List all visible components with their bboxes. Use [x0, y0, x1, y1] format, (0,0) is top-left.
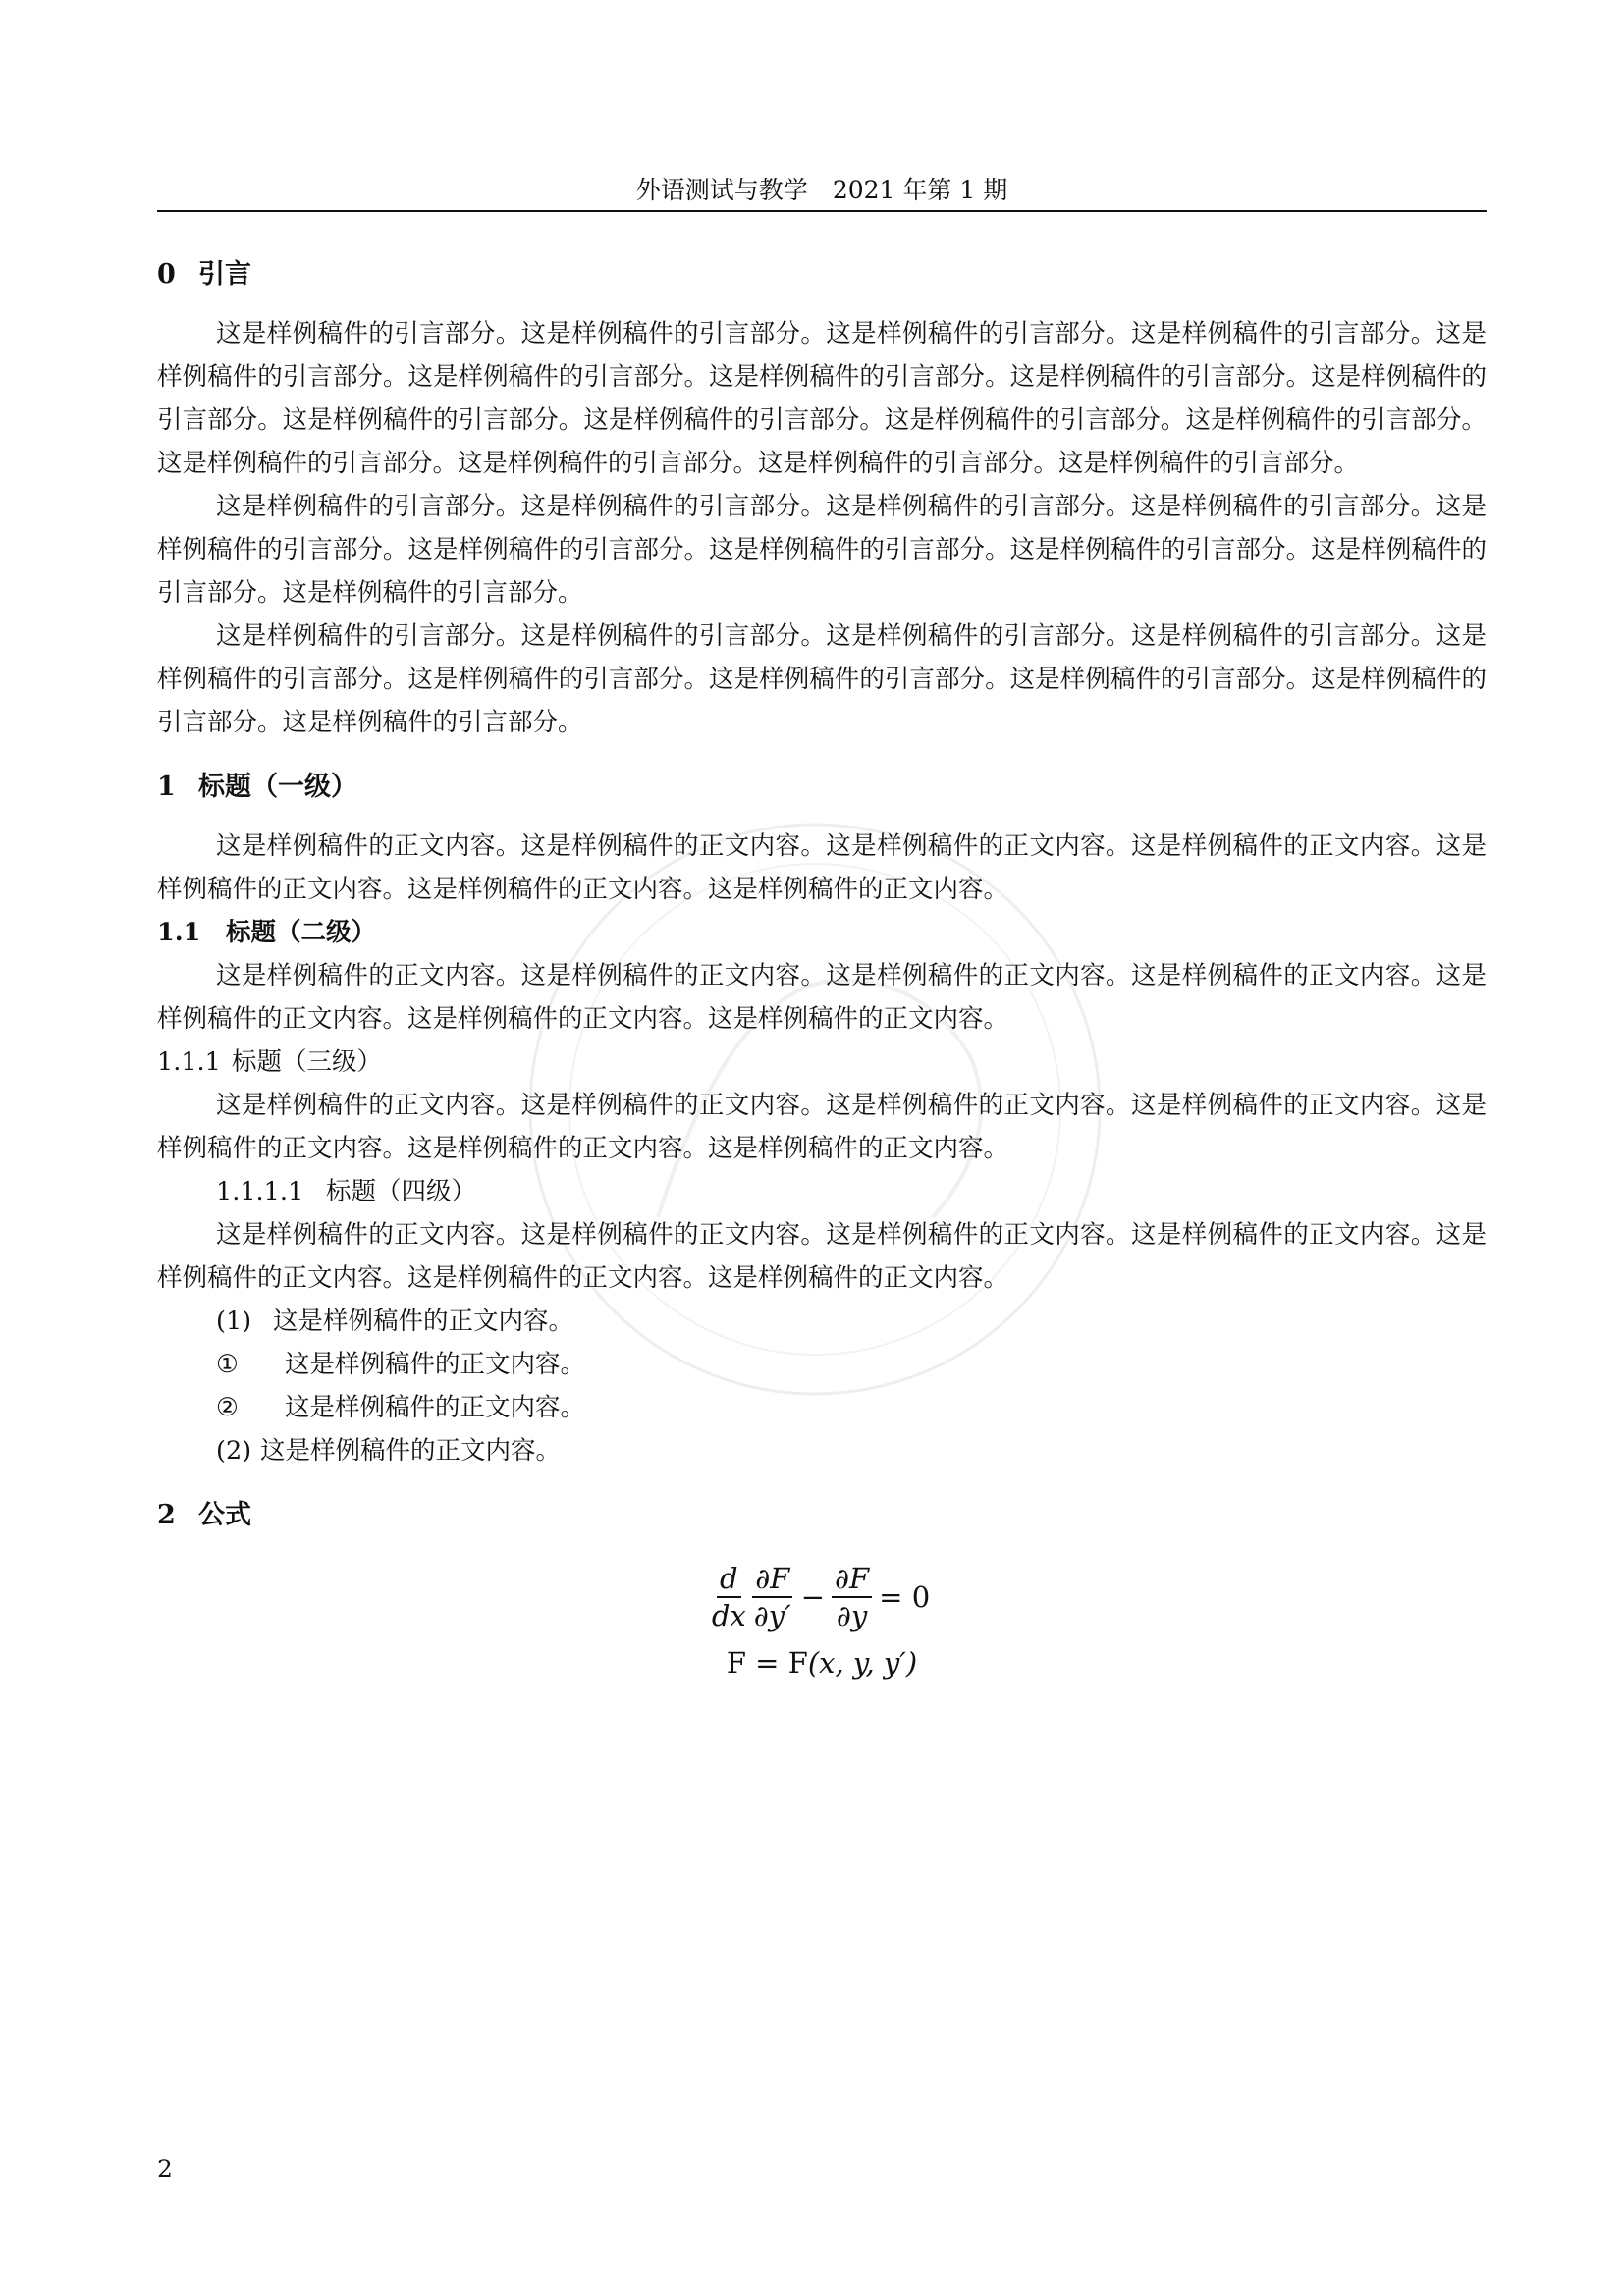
- list-text: 这是样例稿件的正文内容。: [285, 1350, 586, 1379]
- section-title: 标题（三级）: [232, 1047, 383, 1077]
- section-heading-1-1-1-1: [157, 1170, 1487, 1213]
- section-heading-2: [157, 1494, 1487, 1537]
- function-definition-equation: [157, 1643, 1487, 1682]
- list-text: 这是样例稿件的正文内容。: [285, 1393, 586, 1422]
- fraction: [832, 1561, 872, 1633]
- section-title: 公式: [198, 1500, 251, 1530]
- section-number: 1: [157, 772, 176, 802]
- section-number: 1.1.1.1: [216, 1177, 304, 1206]
- list-marker: (2): [216, 1436, 252, 1466]
- intro-paragraph-3: 这是样例稿件的引言部分。这是样例稿件的引言部分。这是样例稿件的引言部分。这是样例稿件的引言部分。这是样例稿件的引言部分。这是样例稿件的引言部分。这是样例稿件的引言部分。这是样例稿件的引言部分。这是样例稿件的引言部分。这是样例稿件的引言部分。: [157, 621, 1487, 737]
- function-name: F: [787, 1646, 808, 1680]
- equals-sign: =: [755, 1646, 780, 1680]
- main-content: [157, 253, 1487, 1682]
- equation-rhs: = 0: [879, 1580, 931, 1614]
- body-paragraph: 这是样例稿件的正文内容。这是样例稿件的正文内容。这是样例稿件的正文内容。这是样例稿件的正文内容。这是样例稿件的正文内容。这是样例稿件的正文内容。这是样例稿件的正文内容。: [157, 831, 1487, 904]
- fraction-denominator: dx: [711, 1599, 746, 1632]
- section-number: 0: [157, 259, 176, 290]
- section-title: 标题（一级）: [198, 772, 357, 802]
- body-paragraph: 这是样例稿件的正文内容。这是样例稿件的正文内容。这是样例稿件的正文内容。这是样例稿件的正文内容。这是样例稿件的正文内容。这是样例稿件的正文内容。这是样例稿件的正文内容。: [157, 1091, 1487, 1163]
- section-heading-1-1-1: [157, 1041, 1487, 1084]
- list-marker: ①: [216, 1350, 239, 1379]
- section-heading-1-1: [157, 911, 1487, 954]
- fraction: [751, 1561, 794, 1633]
- list-item: [157, 1343, 1487, 1386]
- header-rule: [157, 210, 1487, 212]
- page-number: 2: [157, 2155, 173, 2183]
- intro-paragraph-1: 这是样例稿件的引言部分。这是样例稿件的引言部分。这是样例稿件的引言部分。这是样例稿件的引言部分。这是样例稿件的引言部分。这是样例稿件的引言部分。这是样例稿件的引言部分。这是样例稿件的引言部分。这是样例稿件的引言部分。这是样例稿件的引言部分。这是样例稿件的引言部分。这是样例稿件的引言部分。这是样例稿件的引言部分。这是样例稿件的引言部分。这是样例稿件的引言部分。这是样例稿件的引言部分。这是样例稿件的引言部分。: [157, 319, 1487, 478]
- list-item: [157, 1300, 1487, 1343]
- section-number: 1.1: [157, 918, 201, 947]
- list-text: 这是样例稿件的正文内容。: [273, 1307, 574, 1336]
- intro-paragraph-2: 这是样例稿件的引言部分。这是样例稿件的引言部分。这是样例稿件的引言部分。这是样例稿件的引言部分。这是样例稿件的引言部分。这是样例稿件的引言部分。这是样例稿件的引言部分。这是样例稿件的引言部分。这是样例稿件的引言部分。这是样例稿件的引言部分。: [157, 492, 1487, 608]
- list-item: [157, 1429, 1487, 1472]
- list-marker: ②: [216, 1393, 239, 1422]
- body-paragraph: 这是样例稿件的正文内容。这是样例稿件的正文内容。这是样例稿件的正文内容。这是样例稿件的正文内容。这是样例稿件的正文内容。这是样例稿件的正文内容。这是样例稿件的正文内容。: [157, 961, 1487, 1034]
- minus-operator: −: [800, 1580, 826, 1614]
- fraction: [709, 1561, 749, 1633]
- fraction-denominator: ∂y: [836, 1599, 868, 1632]
- equation-block: [157, 1561, 1487, 1682]
- section-number: 1.1.1: [157, 1047, 221, 1077]
- section-title: 标题（二级）: [226, 918, 377, 947]
- equation-lhs: F: [726, 1646, 746, 1680]
- fraction-numerator: ∂F: [832, 1561, 872, 1598]
- function-arguments: (x, y, y′): [807, 1646, 918, 1680]
- body-paragraph: 这是样例稿件的正文内容。这是样例稿件的正文内容。这是样例稿件的正文内容。这是样例稿件的正文内容。这是样例稿件的正文内容。这是样例稿件的正文内容。这是样例稿件的正文内容。: [157, 1220, 1487, 1293]
- fraction-denominator: ∂y′: [753, 1599, 791, 1632]
- list-marker: (1): [216, 1307, 252, 1336]
- list-text: 这是样例稿件的正文内容。: [260, 1436, 562, 1466]
- journal-name: 外语测试与教学: [635, 176, 808, 204]
- section-title: 标题（四级）: [326, 1177, 477, 1206]
- section-heading-0: [157, 253, 1487, 296]
- section-heading-1: [157, 766, 1487, 809]
- list-item: [157, 1386, 1487, 1429]
- running-header: [157, 175, 1487, 206]
- issue-label: 2021 年第 1 期: [832, 176, 1008, 204]
- euler-lagrange-equation: [708, 1561, 936, 1633]
- fraction-numerator: d: [717, 1561, 741, 1598]
- fraction-numerator: ∂F: [752, 1561, 792, 1598]
- section-number: 2: [157, 1500, 176, 1530]
- section-title: 引言: [198, 259, 251, 290]
